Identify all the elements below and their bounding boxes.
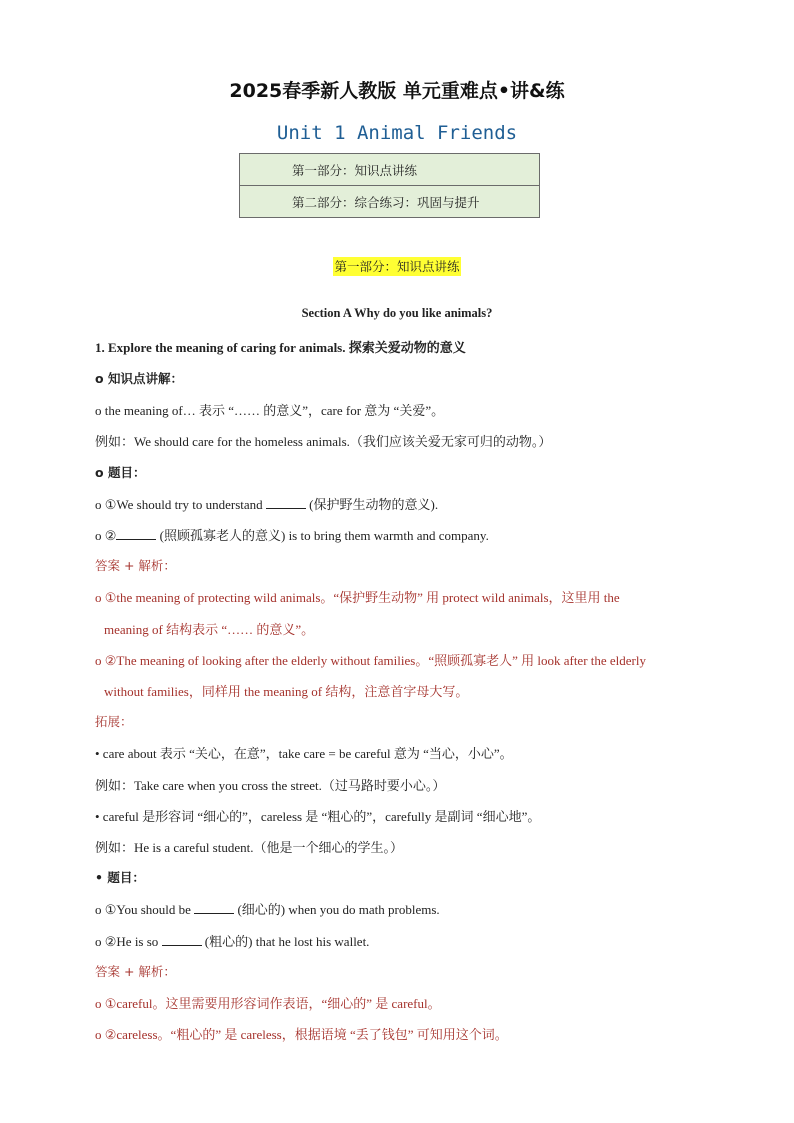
question-text-pre: o ② (95, 528, 117, 543)
extension-item-1: • care about 表示 “关心，在意”，take care = be careful 意为 “当心，小心”。 (95, 746, 513, 761)
extension-answer-label: 答案 + 解析： (95, 964, 176, 979)
section-heading: Section A Why do you like animals? (301, 306, 493, 320)
document-title: 2025春季新人教版 单元重难点•讲&练 (229, 80, 565, 102)
toc-row (240, 154, 540, 186)
point1-explain-label: o 知识点讲解： (95, 371, 183, 386)
question-text-pre: o ①We should try to understand (95, 497, 266, 512)
point1-example: 例如：We should care for the homeless animals.（我们应该关爱无家可归的动物。） (95, 434, 552, 449)
point1-title: 1. Explore the meaning of caring for animals. 探索关爱动物的意义 (95, 340, 466, 355)
extension-question-label: • 题目： (95, 870, 145, 885)
question-text-post: (细心的) when you do math problems. (234, 902, 440, 917)
extension-label: 拓展： (95, 714, 133, 729)
table-of-contents (239, 153, 540, 218)
part1-heading-text: 第一部分：知识点讲练 (334, 259, 460, 274)
extension-example-2: 例如：He is a careful student.（他是一个细心的学生。） (95, 840, 403, 855)
toc-item-part1[interactable]: 第一部分：知识点讲练 (240, 154, 540, 186)
question-text-post: (保护野生动物的意义). (305, 497, 439, 512)
question-text-post: (照顾孤寡老人的意义) is to bring them warmth and company. (156, 528, 489, 543)
extension-answer-1: o ①careful。这里需要用形容词作表语，“细心的” 是 careful。 (95, 996, 441, 1011)
point1-question-2 (95, 525, 489, 544)
extension-question-2 (95, 931, 369, 950)
fill-blank[interactable] (266, 496, 306, 509)
point1-answer-label: 答案 + 解析： (95, 558, 176, 573)
unit-title: Unit 1 Animal Friends (276, 122, 518, 144)
fill-blank[interactable] (194, 901, 234, 914)
extension-example-1: 例如：Take care when you cross the street.（过马路时要小心。） (95, 778, 446, 793)
extension-question-1 (95, 899, 440, 918)
question-text-pre: o ②He is so (95, 934, 162, 949)
toc-item-part2[interactable]: 第二部分：综合练习：巩固与提升 (240, 186, 540, 218)
point1-question-label: o 题目： (95, 465, 146, 480)
point1-question-1 (95, 494, 438, 513)
point1-explain-text: o the meaning of… 表示 “…… 的意义”，care for 意为 “关爱”。 (95, 403, 445, 418)
fill-blank[interactable] (162, 933, 202, 946)
question-text-pre: o ①You should be (95, 902, 195, 917)
point1-answer-1-line1: o ①the meaning of protecting wild animals。“保护野生动物” 用 protect wild animals，这里用 the (95, 590, 620, 605)
point1-answer-1-line2: meaning of 结构表示 “…… 的意义”。 (104, 622, 315, 637)
extension-item-2: • careful 是形容词 “细心的”，careless 是 “粗心的”，carefully 是副词 “细心地”。 (95, 809, 541, 824)
fill-blank[interactable] (116, 527, 156, 540)
question-text-post: (粗心的) that he lost his wallet. (201, 934, 370, 949)
part1-heading (0, 257, 794, 276)
point1-answer-2-line1: o ②The meaning of looking after the elderly without families。“照顾孤寡老人” 用 look after the elderly (95, 653, 647, 668)
point1-answer-2-line2: without families，同样用 the meaning of 结构，注意首字母大写。 (104, 684, 469, 699)
toc-row (240, 186, 540, 218)
extension-answer-2: o ②careless。“粗心的” 是 careless，根据语境 “丢了钱包” 可知用这个词。 (95, 1027, 508, 1042)
